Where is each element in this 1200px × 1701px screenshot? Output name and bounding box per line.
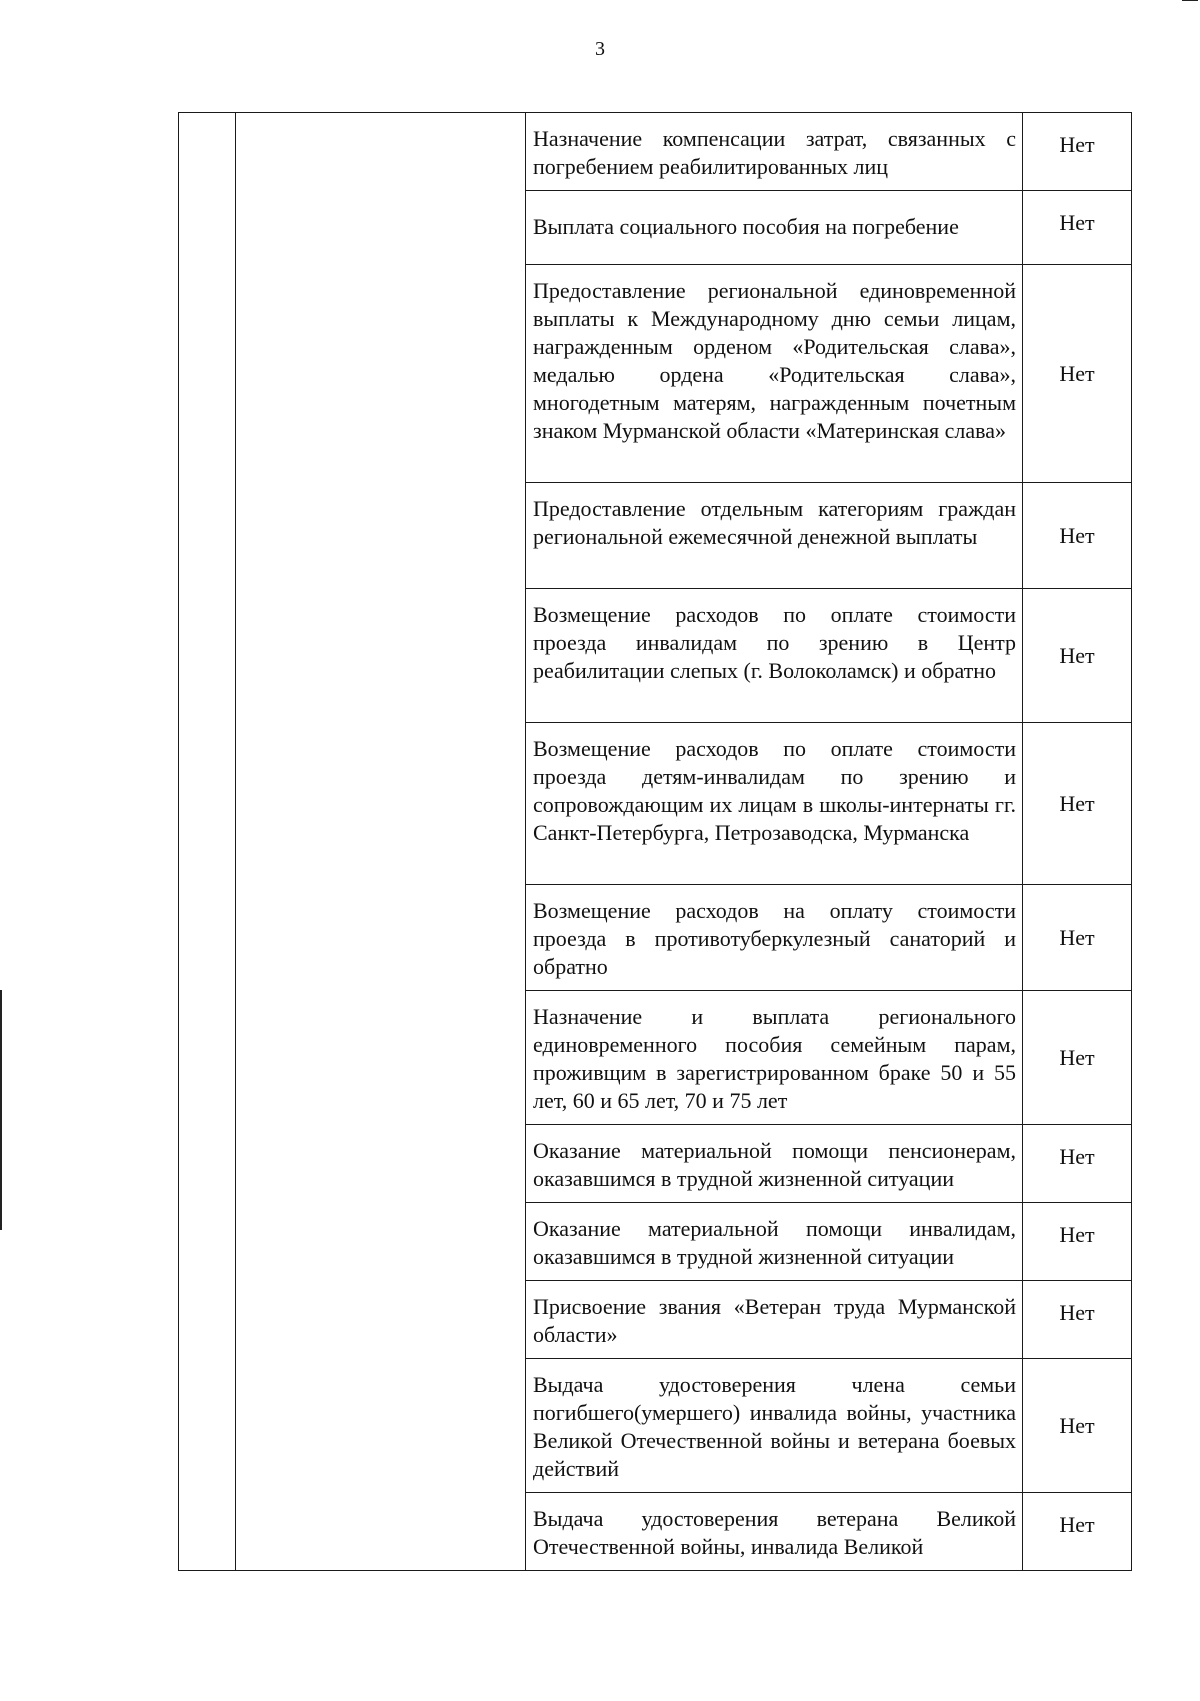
category-column-cell — [236, 113, 526, 1571]
service-value-cell: Нет — [1023, 991, 1132, 1125]
service-name-cell: Присвоение звания «Ветеран труда Мурманской области» — [526, 1281, 1023, 1359]
page-number: 3 — [595, 38, 605, 60]
service-value-cell: Нет — [1023, 483, 1132, 589]
service-name-cell: Назначение и выплата регионального единовременного пособия семейным парам, проживщим в зарегистрированном браке 50 и 55 лет, 60 и 65 лет, 70 и 75 лет — [526, 991, 1023, 1125]
service-name-cell: Выдача удостоверения ветерана Великой Отечественной войны, инвалида Великой — [526, 1493, 1023, 1571]
service-value-cell: Нет — [1023, 1203, 1132, 1281]
service-value-cell: Нет — [1023, 1493, 1132, 1571]
service-name-cell: Предоставление региональной единовременной выплаты к Международному дню семьи лицам, награжденным орденом «Родительская слава», медалью ордена «Родительская слава», многодетным матерям, награжденным почетным знаком Мурманской области «Материнская слава» — [526, 265, 1023, 483]
number-column-cell — [179, 113, 236, 1571]
service-name-cell: Возмещение расходов на оплату стоимости проезда в противотуберкулезный санаторий и обратно — [526, 885, 1023, 991]
service-name-cell: Предоставление отдельным категориям граждан региональной ежемесячной денежной выплаты — [526, 483, 1023, 589]
service-name-cell: Выплата социального пособия на погребение — [526, 191, 1023, 265]
service-value-cell: Нет — [1023, 885, 1132, 991]
service-value-cell: Нет — [1023, 265, 1132, 483]
service-value-cell: Нет — [1023, 1125, 1132, 1203]
service-name-cell: Возмещение расходов по оплате стоимости проезда детям-инвалидам по зрению и сопровождающим их лицам в школы-интернаты гг. Санкт-Петербурга, Петрозаводска, Мурманска — [526, 723, 1023, 885]
service-value-cell: Нет — [1023, 1359, 1132, 1493]
service-value-cell: Нет — [1023, 723, 1132, 885]
service-name-cell: Оказание материальной помощи пенсионерам, оказавшимся в трудной жизненной ситуации — [526, 1125, 1023, 1203]
service-name-cell: Возмещение расходов по оплате стоимости проезда инвалидам по зрению в Центр реабилитации слепых (г. Волоколамск) и обратно — [526, 589, 1023, 723]
table-row — [179, 113, 1132, 191]
service-name-cell: Назначение компенсации затрат, связанных с погребением реабилитированных лиц — [526, 113, 1023, 191]
service-value-cell: Нет — [1023, 1281, 1132, 1359]
services-table — [178, 112, 1132, 1571]
service-name-cell: Оказание материальной помощи инвалидам, оказавшимся в трудной жизненной ситуации — [526, 1203, 1023, 1281]
service-value-cell: Нет — [1023, 589, 1132, 723]
scan-edge-mark — [1182, 0, 1198, 1]
service-value-cell: Нет — [1023, 113, 1132, 191]
service-value-cell: Нет — [1023, 191, 1132, 265]
scan-edge-mark — [0, 990, 2, 1230]
service-name-cell: Выдача удостоверения члена семьи погибшего(умершего) инвалида войны, участника Великой Отечественной войны и ветерана боевых действий — [526, 1359, 1023, 1493]
